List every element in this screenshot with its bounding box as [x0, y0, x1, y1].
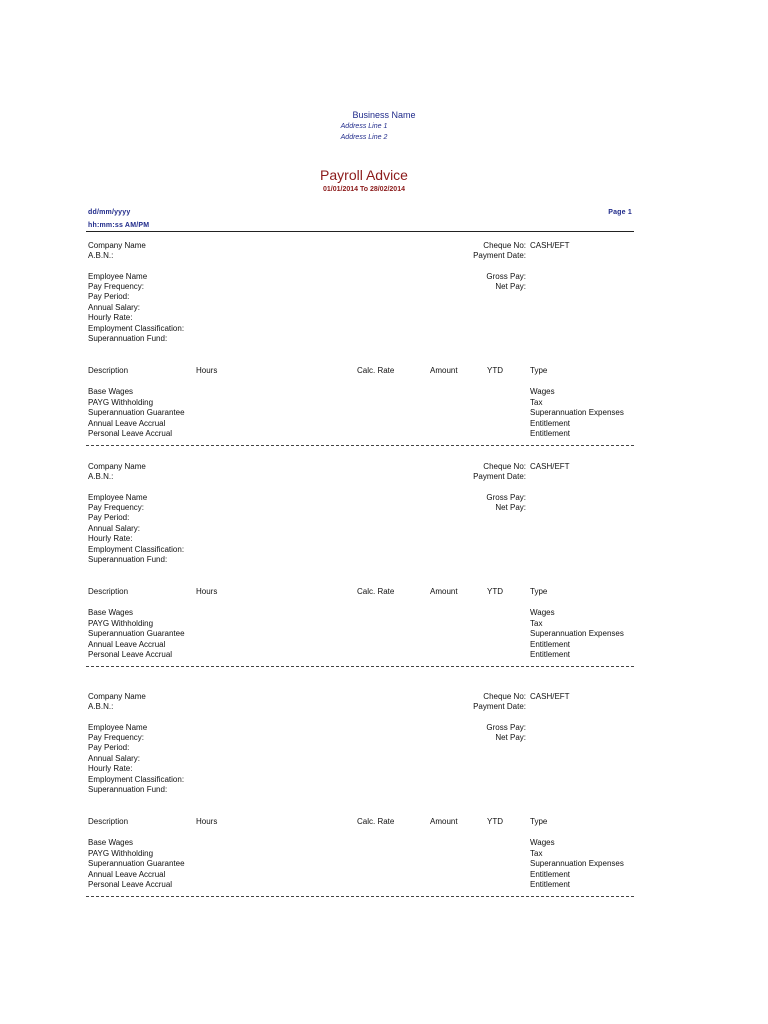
superannuation-fund-label: Superannuation Fund: [88, 785, 168, 794]
payment-date-label: Payment Date: [473, 251, 526, 260]
section-divider [86, 445, 634, 446]
pay-item-description: Base Wages [88, 608, 134, 617]
col-amount: Amount [430, 817, 458, 826]
col-type: Type [530, 587, 548, 596]
address-line-2: Address Line 2 [340, 134, 388, 141]
print-date: dd/mm/yyyy [88, 209, 131, 216]
net-pay-label: Net Pay: [495, 503, 526, 512]
employee-name-label: Employee Name [88, 272, 148, 281]
date-range: 01/01/2014 To 28/02/2014 [323, 186, 405, 193]
pay-item-description: PAYG Withholding [88, 848, 154, 858]
col-amount: Amount [430, 366, 458, 375]
pay-item-type: Entitlement [530, 869, 571, 879]
payment-date-label: Payment Date: [473, 702, 526, 711]
section-divider [86, 666, 634, 667]
superannuation-fund-label: Superannuation Fund: [88, 334, 168, 343]
pay-item-description: Personal Leave Accrual [88, 880, 173, 889]
col-calc-rate: Calc. Rate [357, 817, 395, 826]
pay-item-type: Wages [530, 608, 555, 617]
pay-period-label: Pay Period: [88, 292, 130, 301]
pay-item-type: Tax [530, 618, 543, 628]
employment-classification-label: Employment Classification: [88, 775, 185, 784]
abn-label: A.B.N.: [88, 702, 114, 711]
hourly-rate-label: Hourly Rate: [88, 313, 133, 322]
business-name: Business Name [352, 110, 416, 120]
cheque-no-value: CASH/EFT [530, 692, 570, 701]
cheque-no-label: Cheque No: [483, 692, 526, 701]
col-hours: Hours [196, 587, 218, 596]
net-pay-label: Net Pay: [495, 733, 526, 742]
pay-frequency-label: Pay Frequency: [88, 733, 145, 742]
hourly-rate-label: Hourly Rate: [88, 764, 133, 773]
pay-item-description: Superannuation Guarantee [88, 408, 185, 417]
gross-pay-label: Gross Pay: [486, 272, 526, 281]
print-time: hh:mm:ss AM/PM [88, 222, 150, 229]
employee-name-label: Employee Name [88, 723, 148, 732]
pay-item-type: Tax [530, 397, 543, 407]
section-divider [86, 896, 634, 897]
col-calc-rate: Calc. Rate [357, 366, 395, 375]
pay-period-label: Pay Period: [88, 743, 130, 752]
pay-item-description: Superannuation Guarantee [88, 859, 185, 868]
employee-name-label: Employee Name [88, 493, 148, 502]
pay-frequency-label: Pay Frequency: [88, 503, 145, 512]
pay-item-description: Personal Leave Accrual [88, 650, 173, 659]
annual-salary-label: Annual Salary: [88, 754, 141, 763]
cheque-no-value: CASH/EFT [530, 462, 570, 471]
pay-item-description: Base Wages [88, 387, 134, 396]
annual-salary-label: Annual Salary: [88, 303, 141, 312]
pay-item-type: Entitlement [530, 880, 571, 889]
abn-label: A.B.N.: [88, 472, 114, 481]
col-amount: Amount [430, 587, 458, 596]
pay-item-type: Entitlement [530, 429, 571, 438]
pay-item-description: PAYG Withholding [88, 618, 154, 628]
pay-item-type: Wages [530, 387, 555, 396]
pay-item-type: Entitlement [530, 650, 571, 659]
gross-pay-label: Gross Pay: [486, 493, 526, 502]
net-pay-label: Net Pay: [495, 282, 526, 291]
company-name-label: Company Name [88, 241, 146, 250]
pay-frequency-label: Pay Frequency: [88, 282, 145, 291]
col-type: Type [530, 817, 548, 826]
col-ytd: YTD [487, 817, 503, 826]
col-hours: Hours [196, 366, 218, 375]
pay-item-type: Entitlement [530, 639, 571, 649]
page-title: Payroll Advice [320, 167, 408, 183]
pay-item-type: Superannuation Expenses [530, 629, 624, 638]
employment-classification-label: Employment Classification: [88, 324, 185, 333]
pay-item-description: Annual Leave Accrual [88, 869, 166, 879]
col-description: Description [88, 366, 129, 375]
pay-item-description: Base Wages [88, 838, 134, 847]
pay-item-type: Superannuation Expenses [530, 408, 624, 417]
col-description: Description [88, 587, 129, 596]
abn-label: A.B.N.: [88, 251, 114, 260]
pay-item-description: Personal Leave Accrual [88, 429, 173, 438]
pay-item-description: Annual Leave Accrual [88, 418, 166, 428]
annual-salary-label: Annual Salary: [88, 524, 141, 533]
pay-item-type: Wages [530, 838, 555, 847]
payment-date-label: Payment Date: [473, 472, 526, 481]
pay-item-type: Superannuation Expenses [530, 859, 624, 868]
address-line-1: Address Line 1 [340, 123, 388, 130]
pay-item-description: Annual Leave Accrual [88, 639, 166, 649]
pay-item-type: Entitlement [530, 418, 571, 428]
col-ytd: YTD [487, 587, 503, 596]
cheque-no-label: Cheque No: [483, 241, 526, 250]
header-divider [86, 231, 634, 232]
page-number: Page 1 [608, 209, 632, 216]
col-ytd: YTD [487, 366, 503, 375]
hourly-rate-label: Hourly Rate: [88, 534, 133, 543]
pay-item-description: Superannuation Guarantee [88, 629, 185, 638]
pay-item-description: PAYG Withholding [88, 397, 154, 407]
gross-pay-label: Gross Pay: [486, 723, 526, 732]
employment-classification-label: Employment Classification: [88, 545, 185, 554]
company-name-label: Company Name [88, 692, 146, 701]
company-name-label: Company Name [88, 462, 146, 471]
pay-item-type: Tax [530, 848, 543, 858]
col-calc-rate: Calc. Rate [357, 587, 395, 596]
col-description: Description [88, 817, 129, 826]
col-hours: Hours [196, 817, 218, 826]
cheque-no-value: CASH/EFT [530, 241, 570, 250]
pay-period-label: Pay Period: [88, 513, 130, 522]
cheque-no-label: Cheque No: [483, 462, 526, 471]
col-type: Type [530, 366, 548, 375]
superannuation-fund-label: Superannuation Fund: [88, 555, 168, 564]
